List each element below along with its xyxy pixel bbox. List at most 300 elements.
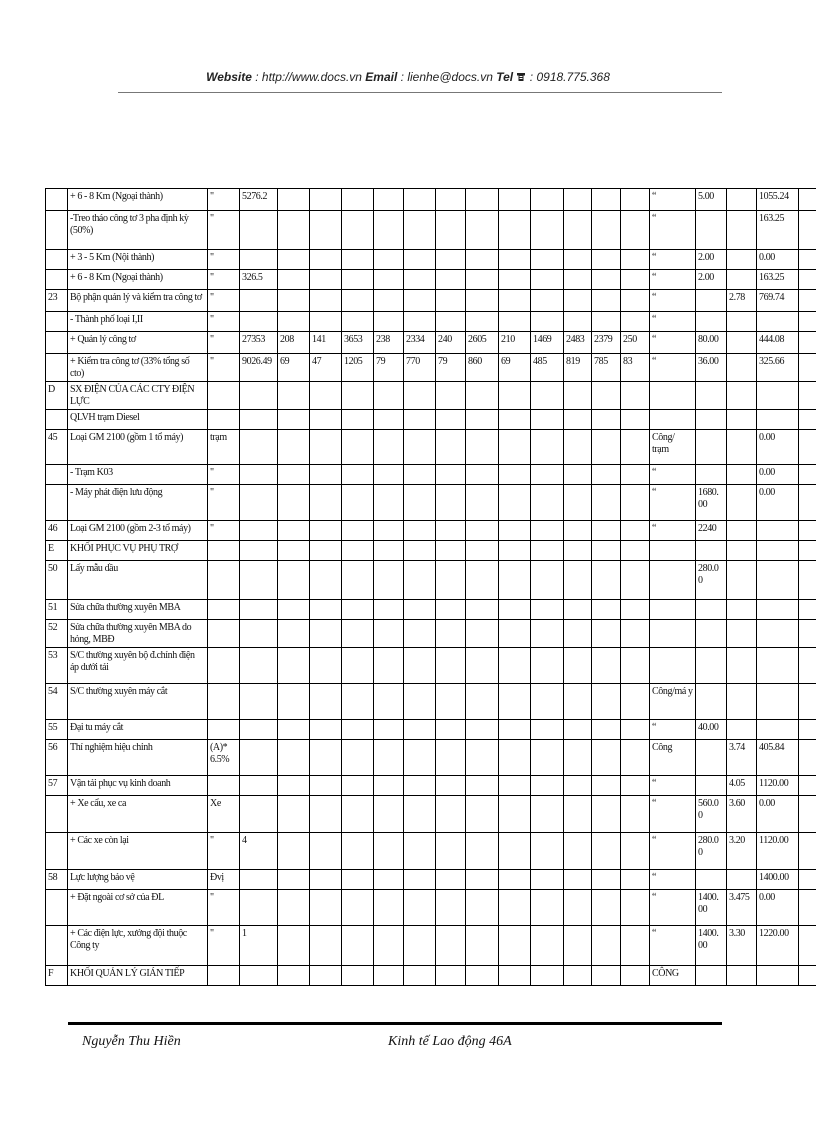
cell-c6 [404, 966, 436, 986]
cell-c13 [621, 890, 650, 926]
cell-c3 [310, 270, 342, 290]
cell-no: 52 [46, 620, 68, 648]
cell-c13 [621, 485, 650, 521]
cell-c3 [310, 382, 342, 410]
cell-rate: 36.00 [696, 354, 727, 382]
cell-c11 [564, 890, 592, 926]
cell-c13 [621, 648, 650, 684]
cell-unit2: “ [650, 250, 696, 270]
cell-unit2: “ [650, 290, 696, 312]
cell-c3 [310, 465, 342, 485]
cell-c2 [278, 270, 310, 290]
cell-c3 [310, 740, 342, 776]
cell-rate [696, 600, 727, 620]
website-label: Website [206, 70, 252, 84]
cell-k [727, 189, 757, 211]
cell-c5 [374, 410, 404, 430]
cell-k [727, 966, 757, 986]
cell-c8 [466, 870, 499, 890]
cell-c2 [278, 740, 310, 776]
cell-name: + Quản lý công tơ [68, 332, 208, 354]
footer-class: Kinh tế Lao động 46A [388, 1034, 512, 1049]
cell-c11 [564, 966, 592, 986]
cell-c4: 3653 [342, 332, 374, 354]
cell-c9 [499, 684, 531, 720]
cell-c4 [342, 250, 374, 270]
cell-c5 [374, 620, 404, 648]
cell-name: KHỐI PHỤC VỤ PHỤ TRỢ [68, 541, 208, 561]
cell-c5 [374, 833, 404, 870]
cell-c2 [278, 430, 310, 465]
cell-c9 [499, 890, 531, 926]
cell-c8 [466, 720, 499, 740]
cell-rate: 1680. 00 [696, 485, 727, 521]
cell-c7 [436, 776, 466, 796]
cell-rate [696, 870, 727, 890]
cell-c8 [466, 211, 499, 250]
cell-c10 [531, 870, 564, 890]
cell-extra [799, 890, 816, 926]
cell-rate [696, 620, 727, 648]
cell-unit [208, 600, 240, 620]
cell-extra [799, 354, 816, 382]
cell-k: 2.78 [727, 290, 757, 312]
footer-rule [68, 1022, 722, 1025]
cell-extra [799, 796, 816, 833]
cell-c3 [310, 521, 342, 541]
cell-c5 [374, 648, 404, 684]
cell-c6 [404, 541, 436, 561]
cell-rate: 40.00 [696, 720, 727, 740]
cell-no: 45 [46, 430, 68, 465]
cell-c10 [531, 890, 564, 926]
cell-c1 [240, 740, 278, 776]
cell-c2 [278, 966, 310, 986]
cell-c4 [342, 410, 374, 430]
cell-k [727, 561, 757, 600]
cell-extra [799, 211, 816, 250]
cell-c12 [592, 684, 621, 720]
cell-name: Lực lượng bảo vệ [68, 870, 208, 890]
cell-c13 [621, 776, 650, 796]
cell-c6: 2334 [404, 332, 436, 354]
cell-total [757, 620, 799, 648]
cell-c1 [240, 410, 278, 430]
cell-c2 [278, 521, 310, 541]
cell-c3 [310, 926, 342, 966]
cell-total: 1055.24 [757, 189, 799, 211]
cell-no: 58 [46, 870, 68, 890]
cell-c1 [240, 465, 278, 485]
cell-c12 [592, 776, 621, 796]
cell-c2 [278, 870, 310, 890]
cell-no [46, 250, 68, 270]
cell-unit [208, 561, 240, 600]
cell-rate [696, 465, 727, 485]
cell-c12 [592, 796, 621, 833]
cell-no: 57 [46, 776, 68, 796]
header-rule [118, 92, 722, 93]
cell-c13 [621, 189, 650, 211]
cell-c6 [404, 648, 436, 684]
cell-c2 [278, 600, 310, 620]
cell-total: 0.00 [757, 430, 799, 465]
cell-c10 [531, 776, 564, 796]
cell-c8: 860 [466, 354, 499, 382]
cell-no: F [46, 966, 68, 986]
cell-unit [208, 684, 240, 720]
cell-k [727, 250, 757, 270]
cell-extra [799, 600, 816, 620]
cell-c8 [466, 430, 499, 465]
cell-c13 [621, 465, 650, 485]
table-row [46, 211, 816, 250]
cell-c13 [621, 620, 650, 648]
cell-c5 [374, 541, 404, 561]
cell-c1 [240, 485, 278, 521]
cell-c12 [592, 740, 621, 776]
cell-rate: 5.00 [696, 189, 727, 211]
cell-total [757, 410, 799, 430]
cell-c5 [374, 870, 404, 890]
cell-unit2: Công/ trạm [650, 430, 696, 465]
cell-extra [799, 966, 816, 986]
cell-extra [799, 541, 816, 561]
cell-c9 [499, 720, 531, 740]
cell-total: 0.00 [757, 250, 799, 270]
cell-c5 [374, 720, 404, 740]
cell-c11 [564, 648, 592, 684]
cell-c13: 250 [621, 332, 650, 354]
cell-c13: 83 [621, 354, 650, 382]
cell-extra [799, 561, 816, 600]
cell-unit2: “ [650, 890, 696, 926]
cell-c1: 27353 [240, 332, 278, 354]
cell-no [46, 189, 68, 211]
cell-c8 [466, 312, 499, 332]
cell-unit: " [208, 521, 240, 541]
cell-c2 [278, 684, 310, 720]
cell-c6 [404, 620, 436, 648]
cell-unit [208, 648, 240, 684]
cell-c5: 79 [374, 354, 404, 382]
cell-no: D [46, 382, 68, 410]
cell-c4 [342, 211, 374, 250]
cell-c3 [310, 430, 342, 465]
email-text: : lienhe@docs.vn [397, 70, 497, 84]
cell-no [46, 485, 68, 521]
cell-k [727, 332, 757, 354]
cell-name: - Máy phát điện lưu động [68, 485, 208, 521]
cell-c5 [374, 890, 404, 926]
cell-c2 [278, 250, 310, 270]
cell-c3: 47 [310, 354, 342, 382]
cell-c5 [374, 250, 404, 270]
table-row [46, 600, 816, 620]
cell-unit: " [208, 312, 240, 332]
table-row [46, 430, 816, 465]
cell-c7 [436, 250, 466, 270]
table-row [46, 354, 816, 382]
cell-c1 [240, 720, 278, 740]
cell-name: Thí nghiệm hiệu chỉnh [68, 740, 208, 776]
cell-unit: (A)* 6.5% [208, 740, 240, 776]
cell-c9 [499, 740, 531, 776]
cell-extra [799, 189, 816, 211]
cell-c7 [436, 684, 466, 720]
cell-k [727, 270, 757, 290]
cell-c6 [404, 485, 436, 521]
cell-c1 [240, 684, 278, 720]
cell-total: 0.00 [757, 796, 799, 833]
cell-c3 [310, 648, 342, 684]
cell-c8 [466, 890, 499, 926]
cell-c7 [436, 966, 466, 986]
cell-c10 [531, 250, 564, 270]
cell-name: + Các xe còn lại [68, 833, 208, 870]
cell-c10 [531, 833, 564, 870]
cell-c1: 1 [240, 926, 278, 966]
cell-c12 [592, 485, 621, 521]
cell-rate [696, 382, 727, 410]
cell-c5 [374, 776, 404, 796]
cell-total: 325.66 [757, 354, 799, 382]
cell-c2 [278, 720, 310, 740]
cell-c10 [531, 270, 564, 290]
cell-k [727, 485, 757, 521]
table-row [46, 465, 816, 485]
cell-rate [696, 290, 727, 312]
cell-k [727, 648, 757, 684]
cell-c5 [374, 740, 404, 776]
cell-no: 23 [46, 290, 68, 312]
cell-c13 [621, 796, 650, 833]
cell-c3 [310, 833, 342, 870]
cell-c12 [592, 382, 621, 410]
cell-c11 [564, 740, 592, 776]
cell-c11 [564, 211, 592, 250]
phone-icon [516, 72, 526, 82]
cell-c3 [310, 890, 342, 926]
email-label: Email [365, 70, 398, 84]
cell-c5 [374, 312, 404, 332]
cell-unit: Đvị [208, 870, 240, 890]
cell-c6 [404, 312, 436, 332]
cell-c9 [499, 541, 531, 561]
cell-unit2 [650, 541, 696, 561]
cell-total [757, 312, 799, 332]
cell-k: 4.05 [727, 776, 757, 796]
cell-total [757, 561, 799, 600]
cell-total: 163.25 [757, 270, 799, 290]
cell-no: 55 [46, 720, 68, 740]
table-row [46, 312, 816, 332]
cell-c12 [592, 620, 621, 648]
cell-c11 [564, 250, 592, 270]
cell-name: KHỐI QUẢN LÝ GIÁN TIẾP [68, 966, 208, 986]
table-row [46, 833, 816, 870]
cell-c6 [404, 290, 436, 312]
cell-c6 [404, 926, 436, 966]
cell-name: + Đặt ngoài cơ sở của ĐL [68, 890, 208, 926]
cell-rate [696, 776, 727, 796]
cell-c12 [592, 833, 621, 870]
cell-unit2: “ [650, 870, 696, 890]
cell-total [757, 720, 799, 740]
cell-k [727, 541, 757, 561]
cell-k [727, 312, 757, 332]
table-row [46, 890, 816, 926]
cell-c9: 210 [499, 332, 531, 354]
cell-rate [696, 541, 727, 561]
cell-c9 [499, 620, 531, 648]
cell-extra [799, 870, 816, 890]
cell-rate [696, 966, 727, 986]
cell-c3 [310, 966, 342, 986]
cell-extra [799, 776, 816, 796]
cell-unit2: Công/má y [650, 684, 696, 720]
cell-c2 [278, 776, 310, 796]
cell-c4 [342, 485, 374, 521]
cell-unit: " [208, 926, 240, 966]
cell-c2 [278, 833, 310, 870]
cell-c5 [374, 485, 404, 521]
cell-no [46, 796, 68, 833]
cell-c8 [466, 561, 499, 600]
cell-unit: " [208, 833, 240, 870]
cell-c11 [564, 833, 592, 870]
cell-c4 [342, 740, 374, 776]
cell-c7: 240 [436, 332, 466, 354]
cell-c4 [342, 684, 374, 720]
cell-k: 3.30 [727, 926, 757, 966]
cell-rate: 1400. 00 [696, 926, 727, 966]
cell-c12 [592, 312, 621, 332]
footer-author: Nguyễn Thu Hiền [82, 1034, 181, 1049]
cell-extra [799, 410, 816, 430]
cell-c9 [499, 776, 531, 796]
cell-c12 [592, 926, 621, 966]
cell-extra [799, 270, 816, 290]
cell-c10 [531, 684, 564, 720]
cell-c11 [564, 600, 592, 620]
cell-c6 [404, 600, 436, 620]
cell-extra [799, 926, 816, 966]
cell-c3: 141 [310, 332, 342, 354]
cell-k [727, 600, 757, 620]
cell-unit [208, 541, 240, 561]
cell-c10 [531, 620, 564, 648]
cell-unit: " [208, 485, 240, 521]
cell-c7 [436, 410, 466, 430]
cell-rate: 280.0 0 [696, 561, 727, 600]
cell-c4 [342, 890, 374, 926]
cell-c10 [531, 312, 564, 332]
cell-extra [799, 485, 816, 521]
cell-c5: 238 [374, 332, 404, 354]
cell-c11 [564, 290, 592, 312]
cell-c3 [310, 541, 342, 561]
cell-c1: 9026.49 [240, 354, 278, 382]
website-text: : http://www.docs.vn [251, 70, 366, 84]
cell-k: 3.20 [727, 833, 757, 870]
table-row [46, 776, 816, 796]
cell-total: 0.00 [757, 465, 799, 485]
cell-c13 [621, 521, 650, 541]
cell-c6 [404, 796, 436, 833]
cell-c1 [240, 250, 278, 270]
cell-c3 [310, 870, 342, 890]
cell-c8 [466, 250, 499, 270]
cell-c11 [564, 870, 592, 890]
cell-c5 [374, 211, 404, 250]
cell-c9 [499, 290, 531, 312]
cell-c1 [240, 382, 278, 410]
cell-c4 [342, 382, 374, 410]
cell-c8 [466, 521, 499, 541]
cell-c1 [240, 211, 278, 250]
cell-c4 [342, 600, 374, 620]
cell-name: Đại tu máy cắt [68, 720, 208, 740]
cell-total [757, 966, 799, 986]
cell-c3 [310, 720, 342, 740]
cell-c9 [499, 521, 531, 541]
cell-k [727, 870, 757, 890]
cell-c4 [342, 870, 374, 890]
cell-c6 [404, 250, 436, 270]
cell-rate [696, 648, 727, 684]
cell-c9 [499, 870, 531, 890]
table-row [46, 684, 816, 720]
cell-rate: 2.00 [696, 270, 727, 290]
cell-extra [799, 465, 816, 485]
cell-c8 [466, 290, 499, 312]
cell-c7 [436, 796, 466, 833]
cell-c8 [466, 382, 499, 410]
cell-unit2 [650, 561, 696, 600]
cell-no [46, 211, 68, 250]
cell-c12 [592, 465, 621, 485]
table-row [46, 270, 816, 290]
cell-unit2 [650, 410, 696, 430]
cell-k [727, 465, 757, 485]
cell-c3 [310, 312, 342, 332]
table-body [46, 189, 816, 986]
cell-c13 [621, 430, 650, 465]
cell-c3 [310, 189, 342, 211]
cell-c11 [564, 270, 592, 290]
cell-total: 769.74 [757, 290, 799, 312]
cell-k: 3.475 [727, 890, 757, 926]
cell-unit2: “ [650, 189, 696, 211]
cell-c11 [564, 430, 592, 465]
cell-c13 [621, 541, 650, 561]
cell-c2 [278, 561, 310, 600]
cell-rate: 1400. 00 [696, 890, 727, 926]
cell-name: -Treo tháo công tơ 3 pha định kỳ (50%) [68, 211, 208, 250]
cell-unit: " [208, 211, 240, 250]
cell-rate: 560.0 0 [696, 796, 727, 833]
cell-no [46, 270, 68, 290]
cell-unit2: “ [650, 211, 696, 250]
cell-unit: Xe [208, 796, 240, 833]
cell-total [757, 600, 799, 620]
cell-k [727, 521, 757, 541]
cell-unit2: “ [650, 833, 696, 870]
cell-k [727, 684, 757, 720]
cell-c6 [404, 270, 436, 290]
cell-c10 [531, 720, 564, 740]
